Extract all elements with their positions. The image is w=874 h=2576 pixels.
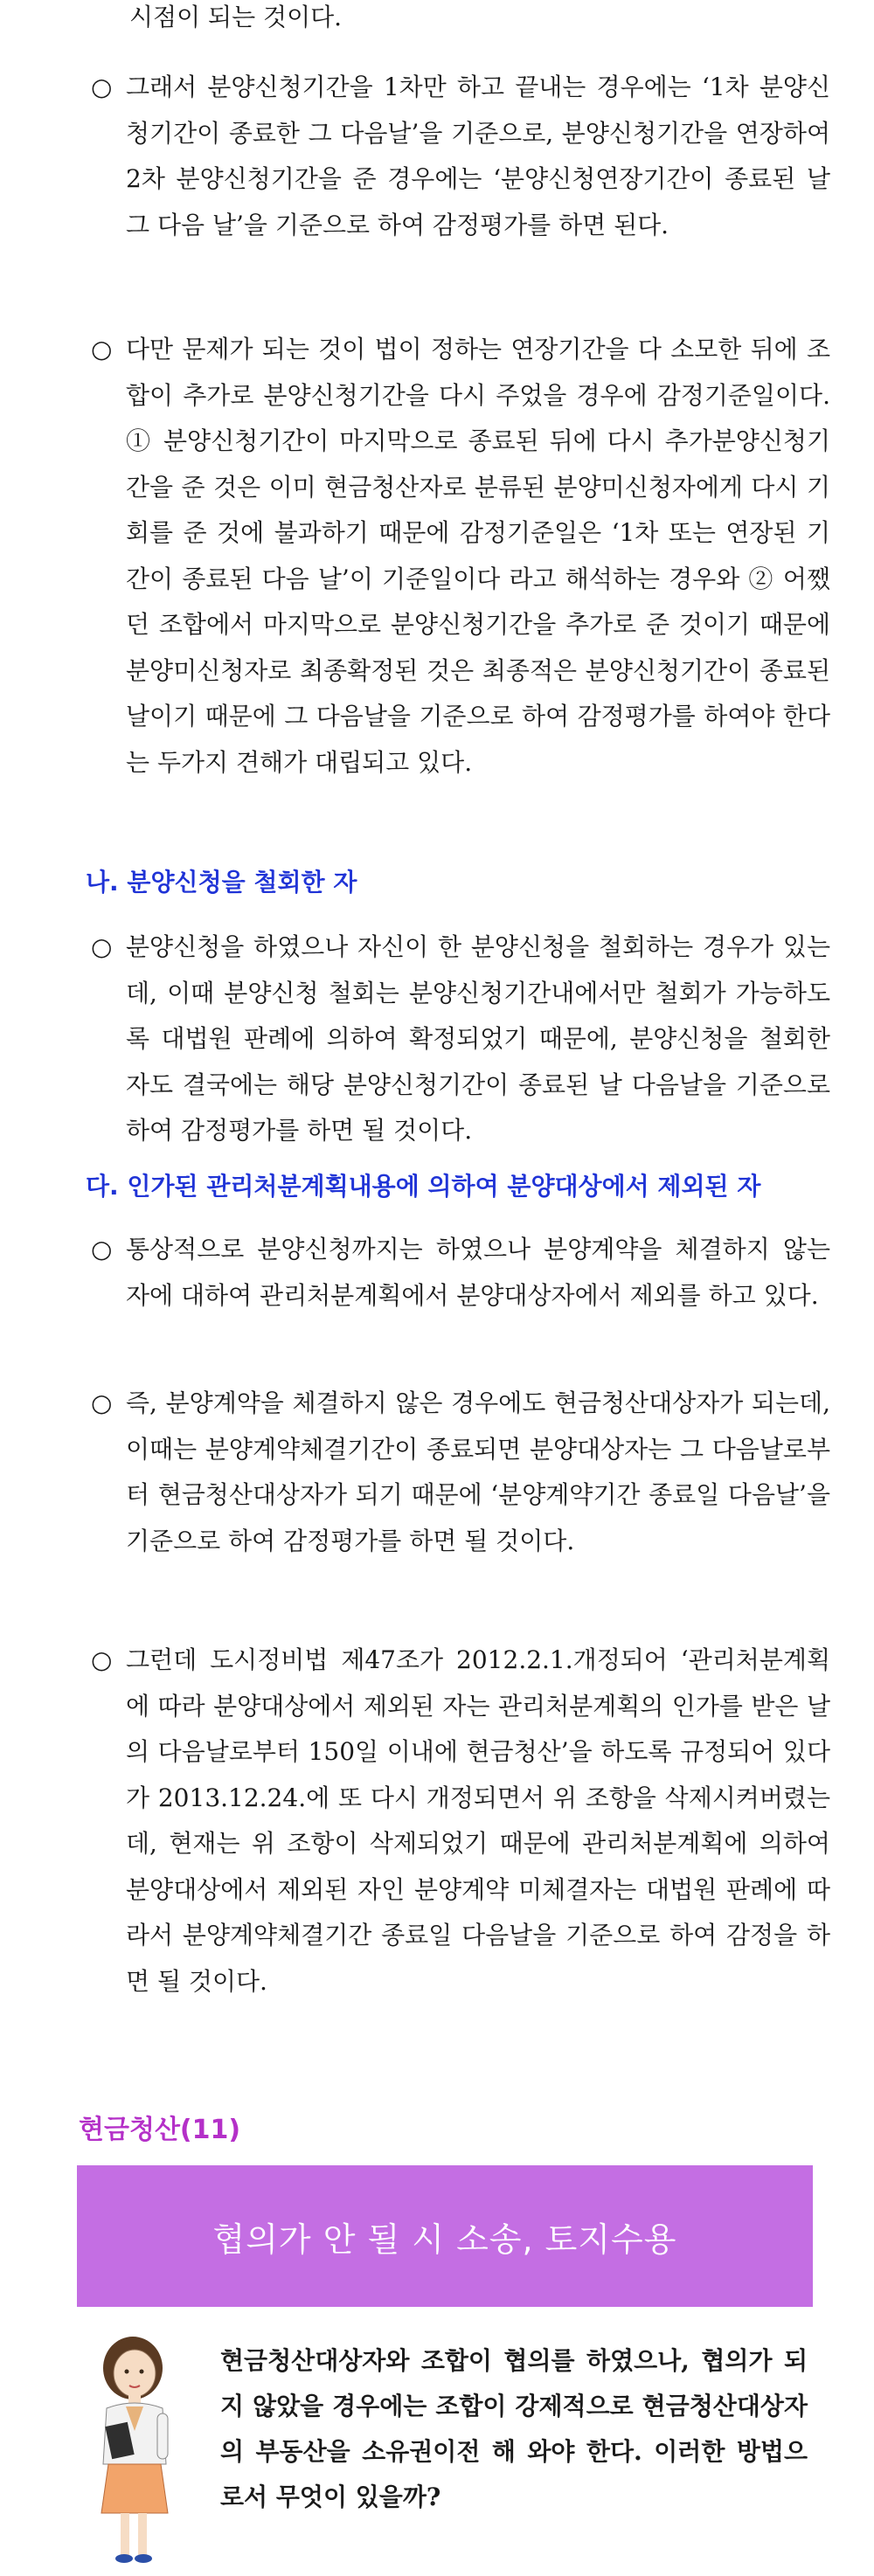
bullet-circle: ○ bbox=[91, 335, 113, 364]
question-text: 현금청산대상자와 조합이 협의를 하였으나, 협의가 되지 않았을 경우에는 조합이 강제적으로 현금청산대상자의 부동산을 소유권이전 해 와야 한다. 이러한 방법으로서 무엇이 있을까? bbox=[220, 2346, 808, 2511]
paragraph-c3 bbox=[91, 1638, 830, 2005]
paragraph-text: 통상적으로 분양신청까지는 하였으나 분양계약을 체결하지 않는 자에 대하여 관리처분계획에서 분양대상자에서 제외를 하고 있다. bbox=[126, 1235, 830, 1310]
series-label: 현금청산(11) bbox=[79, 2115, 241, 2145]
continued-text-line: 시점이 되는 것이다. bbox=[129, 3, 343, 31]
woman-character-illustration bbox=[82, 2333, 187, 2571]
paragraph-b1 bbox=[91, 924, 830, 1154]
paragraph-c2 bbox=[91, 1381, 830, 1564]
bullet-circle: ○ bbox=[91, 1235, 113, 1264]
bullet-circle: ○ bbox=[91, 932, 113, 961]
paragraph-text: 즉, 분양계약을 체결하지 않은 경우에도 현금청산대상자가 되는데, 이때는 분양계약체결기간이 종료되면 분양대상자는 그 다음날로부터 현금청산대상자가 되기 때문에 ‘분양계약기간 종료일 다음날’을 기준으로 하여 감정평가를 하면 될 것이다. bbox=[126, 1388, 830, 1555]
paragraph-text: 분양신청을 하였으나 자신이 한 분양신청을 철회하는 경우가 있는데, 이때 분양신청 철회는 분양신청기간내에서만 철회가 가능하도록 대법원 판례에 의하여 확정되었기 때문에, 분양신청을 철회한 자도 결국에는 해당 분양신청기간이 종료된 날 다음날을 기준으로 하여 감정평가를 하면 될 것이다. bbox=[126, 932, 830, 1145]
bullet-circle: ○ bbox=[91, 73, 113, 101]
paragraph-a1 bbox=[91, 65, 830, 248]
bullet-circle: ○ bbox=[91, 1388, 113, 1417]
section-heading-c: 다. 인가된 관리처분계획내용에 의하여 분양대상에서 제외된 자 bbox=[86, 1172, 761, 1201]
paragraph-c1 bbox=[91, 1227, 830, 1319]
paragraph-text: 다만 문제가 되는 것이 법이 정하는 연장기간을 다 소모한 뒤에 조합이 추가로 분양신청기간을 다시 주었을 경우에 감정기준일이다. ① 분양신청기간이 마지막으로 종료된 뒤에 다시 추가분양신청기간을 준 것은 이미 현금청산자로 분류된 분양미신청자에게 다시 기회를 준 것에 불과하기 때문에 감정기준일은 ‘1차 또는 연장된 기간이 종료된 다음 날’이 기준일이다 라고 해석하는 경우와 ② 어쨌던 조합에서 마지막으로 분양신청기간을 추가로 준 것이기 때문에 분양미신청자로 최종확정된 것은 최종적은 분양신청기간이 종료된 날이기 때문에 그 다음날을 기준으로 하여 감정평가를 하여야 한다는 두가지 견해가 대립되고 있다. bbox=[126, 335, 830, 777]
section-heading-b: 나. 분양신청을 철회한 자 bbox=[86, 868, 357, 897]
paragraph-text: 그래서 분양신청기간을 1차만 하고 끝내는 경우에는 ‘1차 분양신청기간이 종료한 그 다음날’을 기준으로, 분양신청기간을 연장하여 2차 분양신청기간을 준 경우에는 ‘분양신청연장기간이 종료된 날 그 다음 날’을 기준으로 하여 감정평가를 하면 된다. bbox=[126, 73, 830, 239]
bullet-circle: ○ bbox=[91, 1645, 113, 1674]
paragraph-a2 bbox=[91, 327, 830, 786]
title-banner bbox=[77, 2165, 813, 2307]
banner-title: 협의가 안 될 시 소송, 토지수용 bbox=[212, 2219, 677, 2259]
paragraph-text: 그런데 도시정비법 제47조가 2012.2.1.개정되어 ‘관리처분계획에 따라 분양대상에서 제외된 자는 관리처분계획의 인가를 받은 날의 다음날로부터 150일 이내에 현금청산’을 하도록 규정되어 있다가 2013.12.24.에 또 다시 개정되면서 위 조항을 삭제시켜버렸는데, 현재는 위 조항이 삭제되었기 때문에 관리처분계획에 의하여 분양대상에서 제외된 자인 분양계약 미체결자는 대법원 판례에 따라서 분양계약체결기간 종료일 다음날을 기준으로 하여 감정을 하면 될 것이다. bbox=[126, 1645, 830, 1996]
